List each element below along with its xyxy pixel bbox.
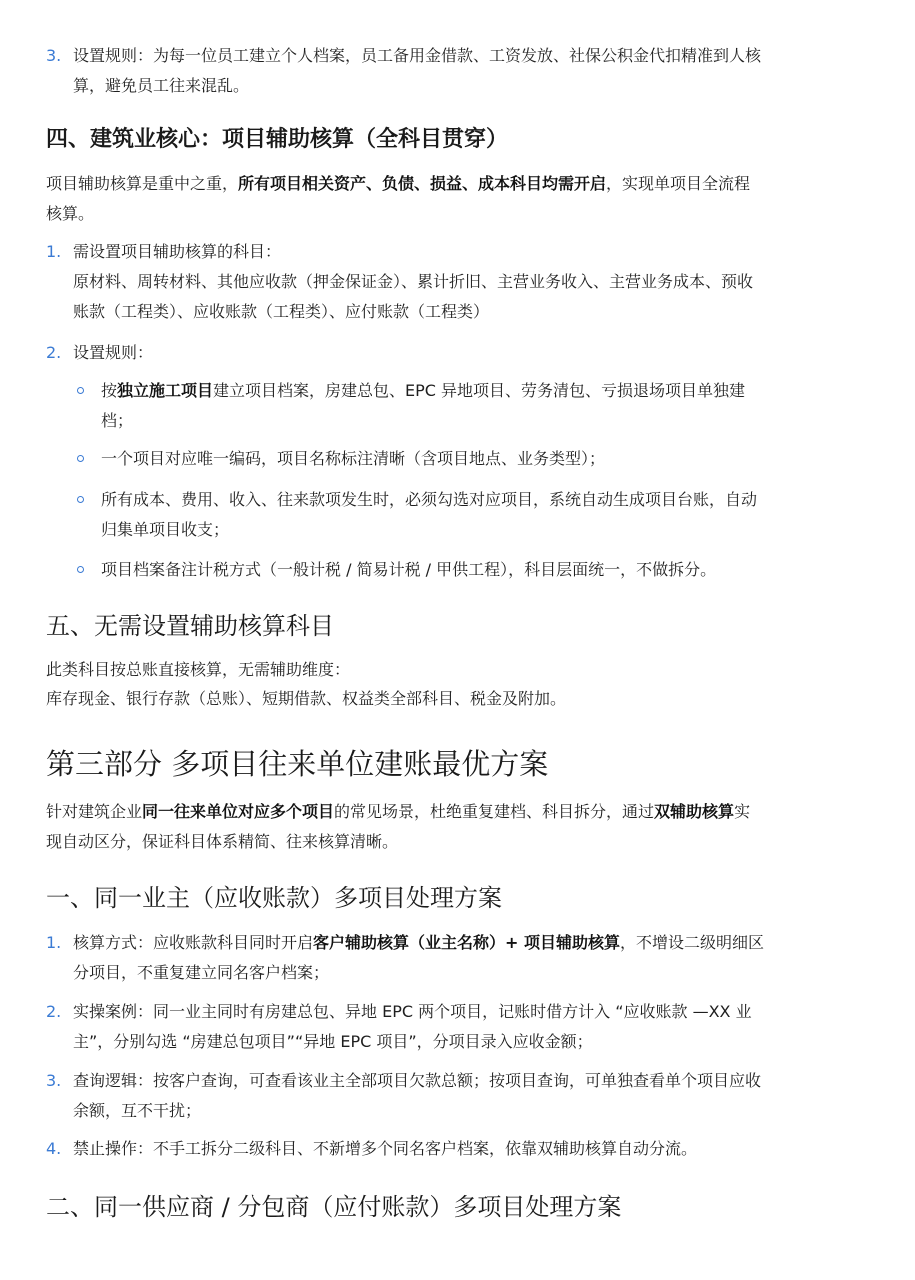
paragraph: 核算。 xyxy=(46,204,95,223)
list-number: 2. xyxy=(46,343,62,362)
list-item-text: 账款（工程类）、应收账款（工程类）、应付账款（工程类） xyxy=(73,302,490,321)
paragraph: 针对建筑企业同一往来单位对应多个项目的常见场景，杜绝重复建档、科目拆分，通过双辅助核算实 xyxy=(46,802,751,821)
list-item-text: 余额，互不干扰； xyxy=(73,1101,202,1120)
list-number: 4. xyxy=(46,1139,62,1158)
bullet-icon xyxy=(77,566,84,573)
list-number: 3. xyxy=(46,46,62,65)
list-item-text: 设置规则： xyxy=(73,343,154,362)
part-heading: 第三部分 多项目往来单位建账最优方案 xyxy=(46,747,549,781)
section-heading: 一、同一业主（应收账款）多项目处理方案 xyxy=(46,884,502,912)
paragraph: 现自动区分，保证科目体系精简、往来核算清晰。 xyxy=(46,832,399,851)
bold-text: 客户辅助核算（业主名称）+ 项目辅助核算 xyxy=(313,933,620,952)
bullet-item-text: 一个项目对应唯一编码，项目名称标注清晰（含项目地点、业务类型）； xyxy=(101,449,606,468)
bullet-item-text: 档； xyxy=(101,411,134,430)
paragraph: 此类科目按总账直接核算，无需辅助维度： xyxy=(46,660,351,679)
bold-text: 双辅助核算 xyxy=(654,802,735,821)
paragraph: 项目辅助核算是重中之重，所有项目相关资产、负债、损益、成本科目均需开启，实现单项目全流程 xyxy=(46,174,751,193)
list-number: 1. xyxy=(46,933,62,952)
paragraph: 库存现金、银行存款（总账）、短期借款、权益类全部科目、税金及附加。 xyxy=(46,689,567,708)
bold-text: 所有项目相关资产、负债、损益、成本科目均需开启 xyxy=(238,174,607,193)
section-heading: 二、同一供应商 / 分包商（应付账款）多项目处理方案 xyxy=(46,1193,622,1221)
list-item-text: 分项目，不重复建立同名客户档案； xyxy=(73,963,330,982)
list-item-text: 主”，分别勾选 “房建总包项目”“异地 EPC 项目”，分项目录入应收金额； xyxy=(73,1032,593,1051)
list-item-text: 核算方式：应收账款科目同时开启客户辅助核算（业主名称）+ 项目辅助核算，不增设二级明细区 xyxy=(73,933,765,952)
bold-text: 同一往来单位对应多个项目 xyxy=(142,802,335,821)
bullet-item-text: 归集单项目收支； xyxy=(101,520,230,539)
list-item-text: 禁止操作：不手工拆分二级科目、不新增多个同名客户档案，依靠双辅助核算自动分流。 xyxy=(73,1139,698,1158)
list-item-text: 需设置项目辅助核算的科目： xyxy=(73,242,282,261)
list-item-text: 算，避免员工往来混乱。 xyxy=(73,76,250,95)
bullet-item-text: 所有成本、费用、收入、往来款项发生时，必须勾选对应项目，系统自动生成项目台账，自动 xyxy=(101,490,758,509)
list-item-text: 原材料、周转材料、其他应收款（押金保证金）、累计折旧、主营业务收入、主营业务成本、预收 xyxy=(73,272,754,291)
bullet-icon xyxy=(77,387,84,394)
list-item-text: 实操案例：同一业主同时有房建总包、异地 EPC 两个项目，记账时借方计入 “应收账款 —XX 业 xyxy=(73,1002,752,1021)
bold-text: 独立施工项目 xyxy=(117,381,214,400)
section-heading: 五、无需设置辅助核算科目 xyxy=(46,612,334,640)
bullet-icon xyxy=(77,496,84,503)
list-item-text: 设置规则：为每一位员工建立个人档案，员工备用金借款、工资发放、社保公积金代扣精准到人核 xyxy=(73,46,762,65)
bullet-icon xyxy=(77,455,84,462)
bullet-item-text: 项目档案备注计税方式（一般计税 / 简易计税 / 甲供工程），科目层面统一，不做拆分。 xyxy=(101,560,717,579)
list-number: 2. xyxy=(46,1002,62,1021)
list-number: 1. xyxy=(46,242,62,261)
list-item-text: 查询逻辑：按客户查询，可查看该业主全部项目欠款总额；按项目查询，可单独查看单个项目应收 xyxy=(73,1071,762,1090)
bullet-item-text: 按独立施工项目建立项目档案，房建总包、EPC 异地项目、劳务清包、亏损退场项目单独建 xyxy=(101,381,746,400)
list-number: 3. xyxy=(46,1071,62,1090)
section-heading: 四、建筑业核心：项目辅助核算（全科目贯穿） xyxy=(46,127,509,152)
